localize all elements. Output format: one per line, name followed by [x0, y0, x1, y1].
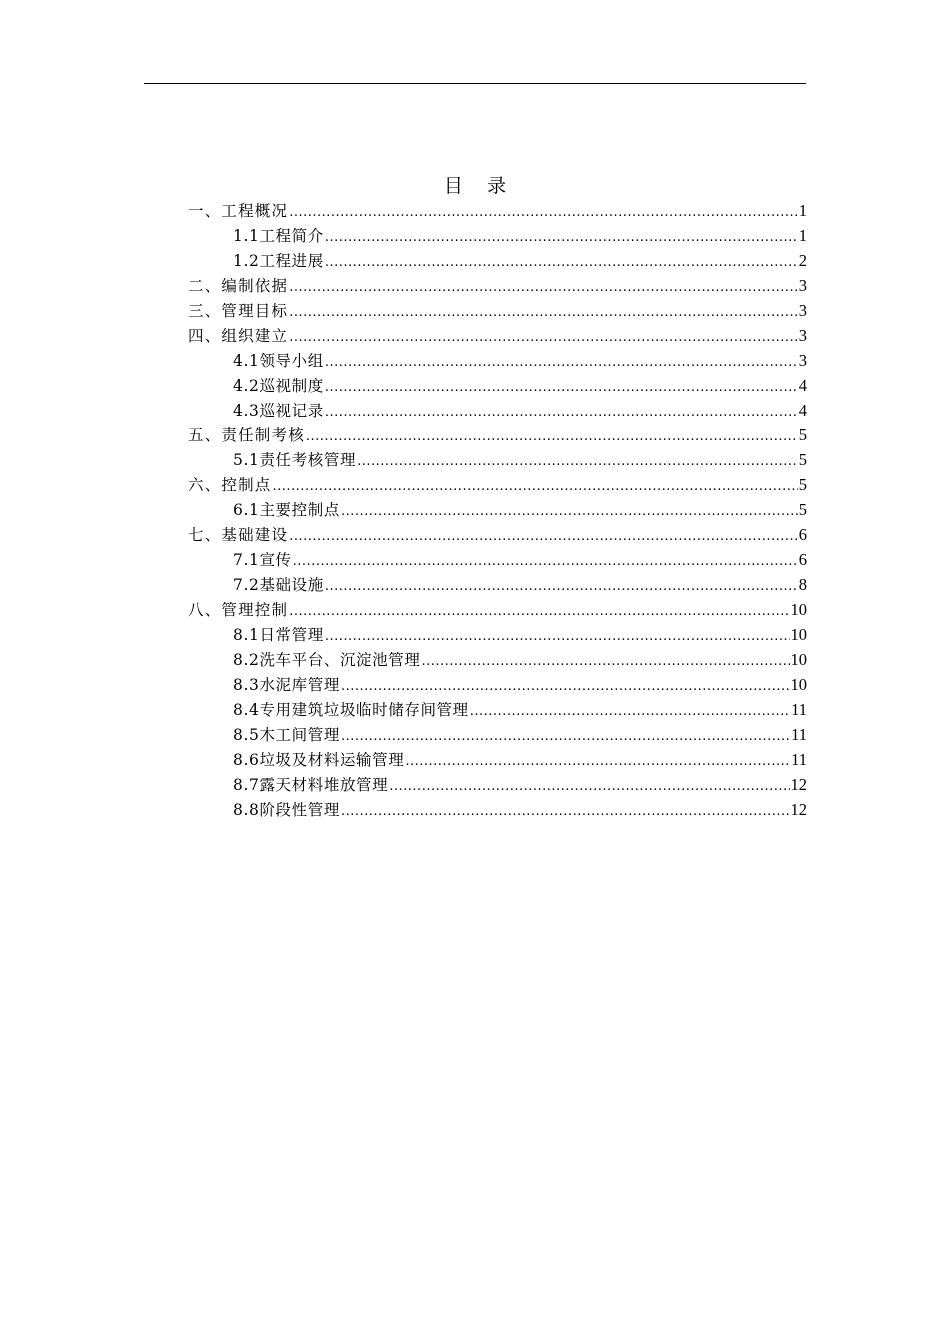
toc-entry-text: 八、管理控制: [188, 601, 289, 619]
toc-entry[interactable]: [188, 374, 807, 399]
toc-page-number: 3: [798, 300, 807, 320]
toc-entry-text: 8.1日常管理: [233, 625, 324, 644]
dot-leader: [341, 725, 790, 750]
header-rule: [144, 83, 806, 84]
toc-entry-text: 8.5木工间管理: [233, 725, 340, 744]
toc-entry[interactable]: [188, 274, 807, 299]
toc-page-number: 4: [798, 375, 807, 395]
toc-page-number: 10: [790, 600, 807, 619]
dot-leader: [325, 251, 798, 276]
dot-leader: [325, 575, 798, 600]
toc-entry-text: 8.6垃圾及材料运输管理: [233, 750, 405, 769]
toc-entry[interactable]: [188, 199, 807, 224]
toc-entry-text: 1.2工程进展: [233, 251, 324, 270]
dot-leader: [325, 625, 790, 650]
dot-leader: [289, 201, 798, 226]
toc-entry[interactable]: [188, 773, 807, 798]
toc-entry[interactable]: [188, 748, 807, 773]
toc-entry-text: 4.3巡视记录: [233, 401, 324, 420]
dot-leader: [341, 800, 790, 825]
toc-entry-text: 8.3水泥库管理: [233, 675, 340, 694]
toc-entry-text: 三、管理目标: [188, 301, 289, 320]
toc-entry-text: 7.2基础设施: [233, 576, 324, 595]
toc-page-number: 2: [798, 250, 807, 270]
toc-entry[interactable]: [188, 698, 807, 723]
toc-entry[interactable]: [188, 623, 807, 648]
dot-leader: [389, 775, 789, 800]
dot-leader: [357, 450, 798, 475]
toc-entry-text: 一、工程概况: [188, 202, 289, 220]
dot-leader: [470, 700, 790, 725]
toc-entry-text: 七、基础建设: [188, 526, 289, 545]
toc-entry[interactable]: [188, 399, 807, 424]
toc-entry-text: 1.1工程简介: [233, 226, 324, 245]
toc-entry[interactable]: [188, 324, 807, 349]
dot-leader: [325, 351, 798, 376]
toc-page-number: 10: [790, 624, 807, 644]
toc-entry-text: 8.4专用建筑垃圾临时储存间管理: [233, 700, 469, 719]
toc-page-number: 11: [791, 749, 807, 769]
toc-entry[interactable]: [188, 798, 807, 823]
dot-leader: [325, 376, 798, 401]
dot-leader: [341, 500, 798, 525]
toc-entry-text: 8.8阶段性管理: [233, 800, 340, 819]
toc-title: 目 录: [443, 175, 507, 197]
toc-entry[interactable]: [188, 349, 807, 374]
toc-entry[interactable]: [188, 573, 807, 598]
dot-leader: [306, 425, 798, 450]
toc-page-number: 10: [790, 674, 807, 694]
toc-page-number: 5: [798, 450, 807, 470]
toc-entry-text: 7.1宣传: [233, 551, 292, 570]
toc-page-number: 10: [790, 649, 807, 669]
toc-page-number: 8: [798, 575, 807, 595]
dot-leader: [289, 276, 798, 301]
toc-entry[interactable]: [188, 498, 807, 523]
toc-entry[interactable]: [188, 423, 807, 448]
toc-entry-text: 六、控制点: [188, 476, 272, 495]
toc-entry-text: 5.1责任考核管理: [233, 451, 357, 470]
toc-entry[interactable]: [188, 648, 807, 673]
toc-entry-text: 二、编制依据: [188, 276, 289, 295]
toc-entry-text: 8.7露天材料堆放管理: [233, 775, 389, 794]
dot-leader: [325, 226, 798, 251]
toc-entry-text: 6.1主要控制点: [233, 501, 340, 520]
toc-entry[interactable]: [188, 224, 807, 249]
toc-page-number: 3: [798, 275, 807, 295]
toc-page-number: 5: [798, 500, 807, 520]
toc-entry[interactable]: [188, 249, 807, 274]
toc-page-number: 3: [798, 325, 807, 345]
dot-leader: [289, 301, 798, 326]
toc-page-number: 11: [791, 699, 807, 719]
toc-entry[interactable]: [188, 523, 807, 548]
toc-entry-text: 8.2洗车平台、沉淀池管理: [233, 650, 421, 669]
toc-entry[interactable]: [188, 473, 807, 498]
toc-page-number: 1: [798, 225, 807, 245]
toc-page-number: 6: [798, 550, 807, 570]
toc-page-number: 12: [790, 774, 807, 794]
toc-entry-text: 4.1领导小组: [233, 351, 324, 370]
toc-entry[interactable]: [188, 673, 807, 698]
toc-entry[interactable]: [188, 548, 807, 573]
toc-entry[interactable]: [188, 299, 807, 324]
toc-page-number: 6: [798, 525, 807, 545]
table-of-contents: [188, 199, 807, 822]
toc-page-number: 5: [798, 425, 807, 445]
toc-page-number: 11: [791, 724, 807, 744]
dot-leader: [293, 550, 798, 575]
dot-leader: [289, 600, 789, 625]
toc-entry-text: 五、责任制考核: [188, 426, 305, 445]
toc-entry[interactable]: [188, 598, 807, 623]
dot-leader: [273, 475, 798, 500]
toc-page-number: 5: [798, 475, 807, 495]
toc-entry-text: 4.2巡视制度: [233, 376, 324, 395]
dot-leader: [289, 525, 798, 550]
dot-leader: [325, 401, 798, 426]
toc-entry[interactable]: [188, 448, 807, 473]
dot-leader: [289, 326, 798, 351]
toc-page-number: 4: [798, 400, 807, 420]
toc-entry[interactable]: [188, 723, 807, 748]
toc-entry-text: 四、组织建立: [188, 326, 289, 345]
dot-leader: [341, 675, 790, 700]
dot-leader: [421, 650, 789, 675]
dot-leader: [405, 750, 790, 775]
toc-page-number: 1: [798, 201, 807, 220]
toc-page-number: 3: [798, 350, 807, 370]
toc-page-number: 12: [790, 799, 807, 819]
